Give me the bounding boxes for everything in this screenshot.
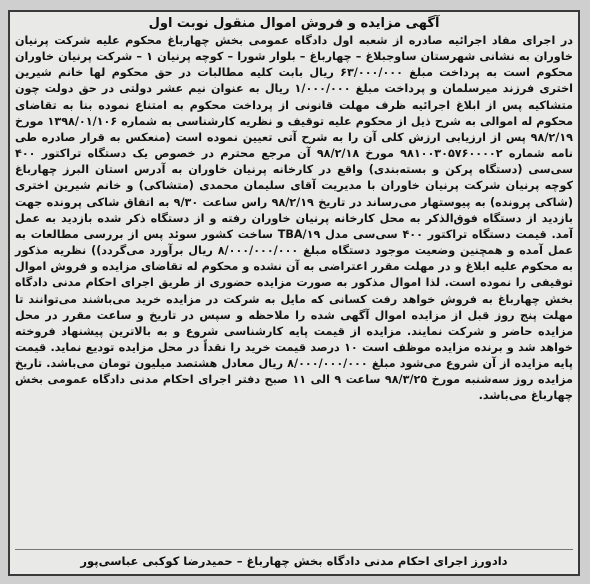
signature-divider — [15, 549, 573, 550]
notice-signature: دادورز اجرای احکام مدنی دادگاه بخش چهارباغ – حمیدرضا کوکبی عباسی‌پور — [80, 554, 508, 568]
notice-body: در اجرای مفاد اجرائیه صادره از شعبه اول دادگاه عمومی بخش چهارباغ محکوم علیه شرکت پرنیان خاوران به نشانی شهرستان ساوجبلاغ – چهارباغ – بلوار شورا – کوچه پرنیان ۱ – شرکت پرنیان خاوران محکوم است به پرداخت مبلغ ۶۳/۰۰۰/۰۰۰ ریال بابت کلیه مطالبات در حق محکوم لها خانم شیرین اختری فرزند میرسلمان و پرداخت مبلغ ۱/۰۰۰/۰۰۰ ریال به عنوان نیم عشر دولتی در حق دولت چون متشاکیه پس از ابلاغ اجرائیه ظرف مهلت قانونی از پرداخت محکوم به امتناع نموده بنا به تقاضای محکوم له اموالی به شرح ذیل از محکوم علیه توقیف و نظریه کارشناسی به شماره ۱۳۹۸/۰۱/۱۰۶ مورخ ۹۸/۲/۱۹ پس از ارزیابی ارزش کلی آن را به شرح آتی تعیین نموده است (منعکس به قرار صادره طی نامه شماره ۹۸۱۰۰۳۰۵۷۶۰۰۰۰۲ مورخ ۹۸/۲/۱۸ آن مرجع محترم در خصوص یک دستگاه تراکتور ۴۰۰ سی‌سی (دستگاه پرکن و بسته‌بندی) واقع در کارخانه پرنیان خاوران به آدرس استان البرز چهارباغ کوچه پرنیان شرکت پرنیان خاوران با مدیریت آقای سلیمان محمدی (متشاکی) و خانم شیرین اختری (شاکی پرونده) به پیوستهار می‌رساند در تاریخ ۹۸/۲/۱۹ راس ساعت ۹/۳۰ به اتفاق شاکی پرونده جهت بازدید از دستگاه فوق‌الذکر به محل کارخانه پرنیان خاوران رفته و از دستگاه ذکر شده بازدید به عمل آمد. قیمت دستگاه تراکتور ۴۰۰ سی‌سی مدل TBA/۱۹ ساخت کشور سوئد پس از بررسی مطالعات به عمل آمده و همچنین وضعیت موجود دستگاه مبلغ ۸/۰۰۰/۰۰۰/۰۰۰ ریال برآورد می‌گردد)) نظریه مذکور به محکوم علیه ابلاغ و در مهلت مقرر اعتراضی به آن نشده و محکوم له تقاضای مزایده و فروش اموال توقیفی را نموده است. لذا اموال مذکور به صورت مزایده حضوری از طریق اجرای احکام مدنی دادگاه بخش چهارباغ به فروش خواهد رفت کسانی که مایل به شرکت در مزایده خرید می‌باشند می‌توانند تا مهلت پنج روز قبل از مزایده اموال آگهی شده را ملاحظه و سپس در تاریخ و ساعت مقرر در محل مزایده حاضر و شرکت نمایند. مزایده از قیمت پایه کارشناسی شروع و به بالاترین پیشنهاد فروخته خواهد شد و برنده مزایده موظف است ۱۰ درصد قیمت خرید را نقداً در محل مزایده تودیع نماید. قیمت پایه مزایده از آن شروع می‌شود مبلغ ۸/۰۰۰/۰۰۰/۰۰۰ ریال معادل هشتصد میلیون تومان می‌باشد. تاریخ مزایده روز سه‌شنبه مورخ ۹۸/۳/۲۵ ساعت ۹ الی ۱۱ صبح دفتر اجرای احکام مدنی دادگاه عمومی بخش چهارباغ می‌باشد. — [15, 34, 574, 403]
newspaper-clipping — [8, 10, 580, 576]
notice-title: آگهی مزایده و فروش اموال منقول نوبت اول — [148, 16, 440, 31]
notice-content — [15, 16, 573, 570]
